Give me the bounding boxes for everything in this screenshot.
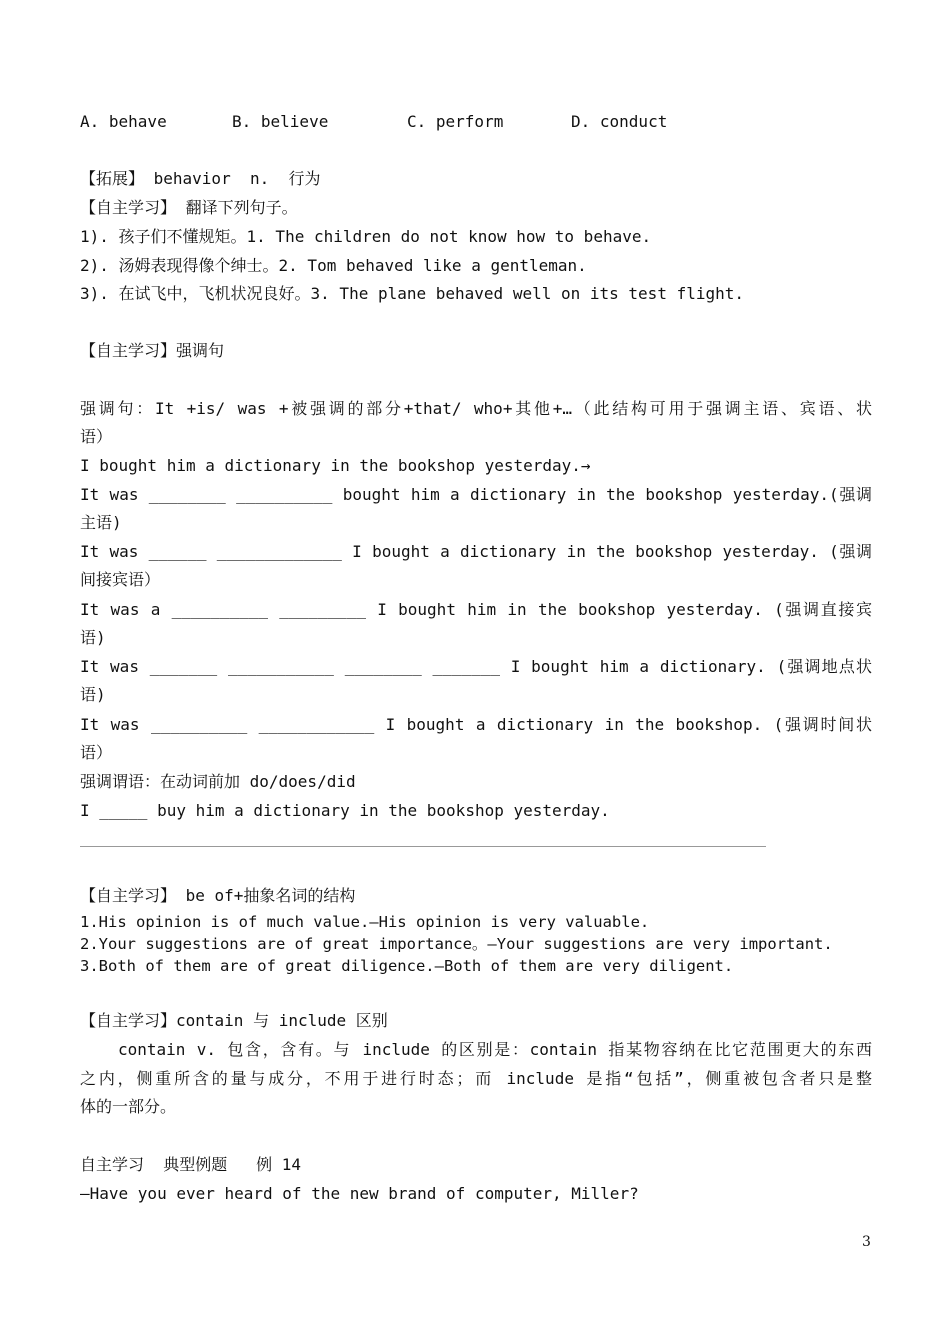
base-sentence: I bought him a dictionary in the bookshop yesterday.→ — [80, 456, 591, 475]
contain-header: 【自主学习】contain 与 include 区别 — [80, 1011, 388, 1030]
beof-item-2: 2.Your suggestions are of great importance。—Your suggestions are very important. — [80, 935, 833, 953]
emphasis-place: It was _______ ___________ ________ _______ I bought him a dictionary. (强调地点状 — [80, 657, 872, 676]
contain-para-line-1: contain v. 包含，含有。与 include 的区别是：contain 指某物容纳在比它范围更大的东西 — [118, 1040, 872, 1059]
example-question: —Have you ever heard of the new brand of computer, Miller? — [80, 1184, 639, 1203]
section-divider — [80, 846, 766, 847]
page-number: 3 — [862, 1234, 871, 1250]
option-c: C. perform — [407, 112, 504, 131]
emphasis-time: It was __________ ____________ I bought a dictionary in the bookshop. (强调时间状 — [80, 715, 872, 734]
emphasis-place-cont: 语) — [80, 685, 106, 704]
translation-1: 1). 孩子们不懂规矩。1. The children do not know how to behave. — [80, 227, 652, 246]
emphasis-rule: 强调句：It +is/ was +被强调的部分+that/ who+其他+…（此结构可用于强调主语、宾语、状 — [80, 399, 872, 418]
predicate-example: I _____ buy him a dictionary in the bookshop yesterday. — [80, 801, 610, 820]
emphasis-header: 【自主学习】强调句 — [80, 341, 225, 360]
beof-header: 【自主学习】 be of+抽象名词的结构 — [80, 886, 356, 905]
translate-header: 【自主学习】 翻译下列句子。 — [80, 198, 298, 217]
emphasis-indirect-object-cont: 间接宾语） — [80, 570, 161, 589]
emphasis-subject-cont: 主语) — [80, 513, 122, 532]
emphasis-indirect-object: It was ______ _____________ I bought a dictionary in the bookshop yesterday. (强调 — [80, 542, 872, 561]
option-b: B. believe — [232, 112, 329, 131]
predicate-rule: 强调谓语：在动词前加 do/does/did — [80, 772, 356, 791]
translation-2: 2). 汤姆表现得像个绅士。2. Tom behaved like a gentleman. — [80, 256, 587, 275]
option-a: A. behave — [80, 112, 167, 131]
option-d: D. conduct — [571, 112, 668, 131]
emphasis-rule-cont: 语） — [80, 427, 113, 446]
emphasis-direct-object-cont: 语) — [80, 628, 106, 647]
example-header: 自主学习 典型例题 例 14 — [80, 1155, 302, 1174]
emphasis-subject: It was ________ __________ bought him a dictionary in the bookshop yesterday.(强调 — [80, 485, 872, 504]
beof-item-1: 1.His opinion is of much value.—His opinion is very valuable. — [80, 913, 650, 931]
contain-para-line-2: 之内，侧重所含的量与成分，不用于进行时态；而 include 是指“包括”，侧重被包含者只是整 — [80, 1069, 872, 1088]
contain-para-line-3: 体的一部分。 — [80, 1097, 177, 1116]
emphasis-time-cont: 语） — [80, 743, 113, 762]
beof-item-3: 3.Both of them are of great diligence.—Both of them are very diligent. — [80, 957, 734, 975]
extension-note: 【拓展】 behavior n. 行为 — [80, 169, 321, 188]
emphasis-direct-object: It was a __________ _________ I bought him in the bookshop yesterday. (强调直接宾 — [80, 600, 872, 619]
translation-3: 3). 在试飞中，飞机状况良好。3. The plane behaved well on its test flight. — [80, 284, 745, 303]
